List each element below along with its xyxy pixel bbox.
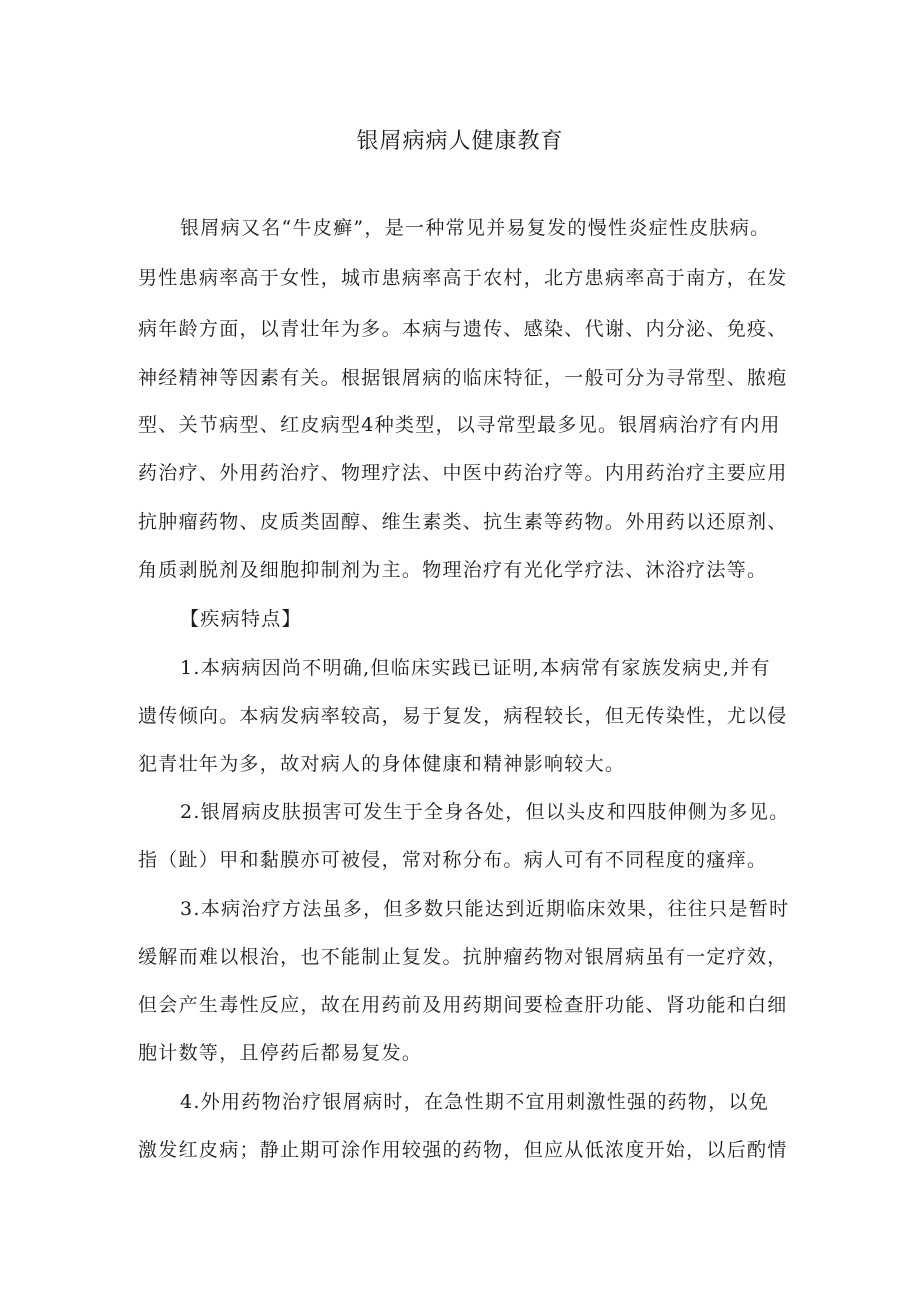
intro-line: 抗肿瘤药物、皮质类固醇、维生素类、抗生素等药物。外用药以还原剂、 [138,511,788,533]
intro-line: 病年龄方面，以青壮年为多。本病与遗传、感染、代谢、内分泌、免疫、 [138,318,788,340]
item-1-line: 遗传倾向。本病发病率较高，易于复发，病程较长，但无传染性，尤以侵 [138,705,788,727]
item-3-line: 3.本病治疗方法虽多，但多数只能达到近期临床效果，往往只是暂时 [180,898,790,920]
item-1-line: 1.本病病因尚不明确,但临床实践已证明,本病常有家族发病史,并有 [180,657,771,679]
intro-line: 男性患病率高于女性，城市患病率高于农村，北方患病率高于南方，在发 [138,267,788,289]
item-1-line: 犯青壮年为多，故对病人的身体健康和精神影响较大。 [138,753,626,775]
section-heading: 【疾病特点】 [180,608,302,630]
item-2-line: 2.银屑病皮肤损害可发生于全身各处，但以头皮和四肢伸侧为多见。 [180,801,790,823]
item-3-line: 但会产生毒性反应，故在用药前及用药期间要检查肝功能、肾功能和白细 [138,994,788,1016]
item-4-line: 激发红皮病；静止期可涂作用较强的药物，但应从低浓度开始，以后酌情 [138,1139,788,1161]
intro-line: 银屑病又名“牛皮癣”，是一种常见并易复发的慢性炎症性皮肤病。 [180,217,771,239]
intro-line: 神经精神等因素有关。根据银屑病的临床特征，一般可分为寻常型、脓疱 [138,367,788,389]
intro-line: 角质剥脱剂及细胞抑制剂为主。物理治疗有光化学疗法、沐浴疗法等。 [138,559,768,581]
intro-line: 药治疗、外用药治疗、物理疗法、中医中药治疗等。内用药治疗主要应用 [138,462,788,484]
document-title: 银屑病病人健康教育 [356,129,564,154]
item-2-line: 指（趾）甲和黏膜亦可被侵，常对称分布。病人可有不同程度的瘙痒。 [138,849,768,871]
intro-line: 型、关节病型、红皮病型4种类型，以寻常型最多见。银屑病治疗有内用 [138,414,781,436]
item-4-line: 4.外用药物治疗银屑病时，在急性期不宜用刺激性强的药物，以免 [180,1091,770,1113]
item-3-line: 胞计数等，且停药后都易复发。 [138,1042,423,1064]
item-3-line: 缓解而难以根治，也不能制止复发。抗肿瘤药物对银屑病虽有一定疗效， [138,946,788,968]
